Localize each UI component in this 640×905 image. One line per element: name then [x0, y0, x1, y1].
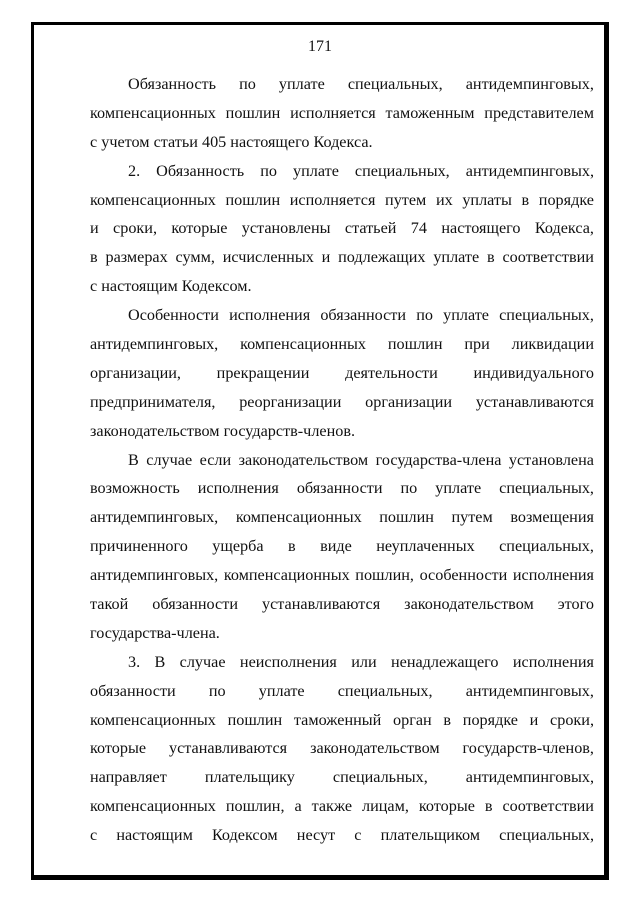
word: и [529, 710, 539, 729]
word: антидемпинговых, [90, 335, 219, 354]
word: компенсационных [223, 566, 350, 585]
word: по [208, 681, 226, 700]
word: антидемпинговых, [465, 75, 594, 93]
page-number: 171 [308, 38, 332, 55]
text-line [90, 359, 594, 388]
word: ущерба [212, 537, 264, 556]
word: уплате [258, 681, 305, 700]
word: исполнения [197, 479, 279, 498]
word: особенности [419, 566, 508, 585]
word: по [416, 306, 433, 325]
text-line [90, 301, 594, 330]
word: ликвидации [511, 335, 594, 354]
text-line [90, 821, 594, 850]
text-line [90, 99, 594, 128]
text-line [90, 186, 594, 215]
text-line [90, 474, 594, 503]
word: возможность [90, 479, 180, 498]
text-line [90, 561, 594, 590]
word: которые [171, 219, 228, 238]
text-line: законодательством государств-членов. [90, 421, 356, 440]
word: В [128, 450, 139, 469]
word: соответствии [502, 797, 594, 816]
word: неуплаченных [376, 537, 475, 556]
word: реорганизации [239, 392, 342, 411]
word: или [351, 652, 377, 671]
word: обязанности [152, 595, 238, 614]
text-line [90, 243, 594, 272]
word: деятельности [345, 363, 438, 382]
word: исполнения [229, 306, 311, 325]
word: случае [146, 450, 193, 469]
word: пошлин, [355, 566, 414, 585]
word: путем [451, 508, 493, 527]
word: Кодекса, [534, 219, 594, 238]
word: Обязанность [156, 161, 245, 180]
word: в [521, 190, 530, 209]
text-line: с учетом статьи 405 настоящего Кодекса. [90, 132, 373, 151]
word: Обязанность [128, 75, 217, 93]
word: компенсационных [235, 508, 362, 527]
text-line [90, 734, 594, 763]
word: настоящим [116, 826, 193, 845]
word: размерах [105, 248, 168, 267]
word: порядке [538, 190, 594, 209]
word: с [354, 826, 362, 845]
word: несут [296, 826, 336, 845]
word: соответствии [502, 248, 594, 267]
word: которые [90, 739, 147, 758]
text-line [90, 330, 594, 359]
word: пошлин [387, 335, 443, 354]
word: путем [385, 190, 427, 209]
word: пошлин [225, 190, 281, 209]
word: обязанности [320, 306, 407, 325]
word: лицам, [362, 797, 409, 816]
text-line [90, 532, 594, 561]
word: государств-членов, [462, 739, 594, 758]
word: орган [393, 710, 432, 729]
text-line [90, 446, 594, 475]
word: исполняется [290, 103, 376, 122]
text-line [90, 677, 594, 706]
text-line: с настоящим Кодексом. [90, 277, 252, 296]
word: пошлин, [225, 797, 285, 816]
word: предпринимателя, [90, 392, 216, 411]
word: антидемпинговых, [90, 566, 219, 585]
word: сумм, [175, 248, 215, 267]
word: устанавливаются [262, 595, 381, 614]
word: случае [179, 652, 226, 671]
word: специальных, [499, 826, 594, 845]
word: исполняется [289, 190, 376, 209]
word: устанавливаются [168, 739, 288, 758]
word: специальных, [499, 537, 594, 556]
word: этого [557, 595, 594, 614]
word: пошлин [227, 710, 283, 729]
word: такой [90, 595, 129, 614]
word: уплате [433, 248, 480, 267]
word: 74 [410, 219, 427, 238]
word: установлена [508, 450, 594, 469]
word: по [400, 479, 418, 498]
word: причиненного [90, 537, 188, 556]
word: порядке [462, 710, 518, 729]
word: компенсационных [90, 190, 216, 209]
word: специальных, [347, 75, 443, 93]
word: антидемпинговых, [465, 161, 594, 180]
word: при [464, 335, 490, 354]
word: возмещения [510, 508, 594, 527]
word: сроки, [113, 219, 157, 238]
word: уплате [293, 161, 339, 180]
word: устанавливаются [475, 392, 594, 411]
word: специальных, [354, 161, 450, 180]
word: а [294, 797, 302, 816]
word: специальных, [332, 768, 428, 787]
word: компенсационных [90, 103, 216, 122]
word: антидемпинговых, [90, 508, 219, 527]
word: организации, [90, 363, 181, 382]
word: государства-члена [375, 450, 502, 469]
word: законодательством [310, 739, 440, 758]
word: по [260, 161, 277, 180]
word: установлены [241, 219, 331, 238]
word: по [239, 75, 256, 93]
word: и [321, 248, 331, 267]
word: и [90, 219, 99, 238]
word: направляет [90, 768, 167, 787]
word: специальных, [337, 681, 433, 700]
word: антидемпинговых, [465, 681, 594, 700]
document-body [90, 70, 594, 850]
text-line [90, 792, 594, 821]
word: обязанности [296, 479, 383, 498]
word: Кодексом [211, 826, 278, 845]
word: сроки, [550, 710, 594, 729]
word: представителем [484, 103, 594, 122]
text-line [90, 157, 594, 186]
word: Особенности [128, 306, 219, 325]
word: в [484, 797, 493, 816]
word: организации [365, 392, 453, 411]
word: в [287, 537, 296, 556]
word: их [435, 190, 453, 209]
word: специальных, [499, 306, 594, 325]
word: уплате [278, 75, 325, 93]
word: которые [418, 797, 475, 816]
word: в [443, 710, 452, 729]
text-line: государства-члена. [90, 623, 220, 642]
word: виде [320, 537, 352, 556]
text-line [90, 503, 594, 532]
word: уплате [435, 479, 482, 498]
text-line [90, 590, 594, 619]
word: таможенный [293, 710, 382, 729]
word: уплаты [462, 190, 512, 209]
word: с [90, 826, 98, 845]
word: пошлин [379, 508, 434, 527]
word: индивидуального [473, 363, 594, 382]
word: также [311, 797, 353, 816]
word: специальных, [499, 479, 594, 498]
word: плательщиком [380, 826, 481, 845]
word: в [90, 248, 98, 267]
word: 3. [128, 652, 141, 671]
word: компенсационных [90, 797, 216, 816]
word: компенсационных [240, 335, 366, 354]
word: настоящего [441, 219, 521, 238]
word: обязанности [90, 681, 176, 700]
word: пошлин [225, 103, 281, 122]
word: если [199, 450, 232, 469]
word: исчисленных [222, 248, 314, 267]
word: прекращении [216, 363, 310, 382]
word: законодательством [404, 595, 534, 614]
word: неисполнения [239, 652, 337, 671]
text-line [90, 763, 594, 792]
word: 2. [128, 161, 141, 180]
word: плательщику [204, 768, 295, 787]
word: статьей [344, 219, 397, 238]
word: компенсационных [90, 710, 216, 729]
word: в [486, 248, 495, 267]
word: таможенным [385, 103, 475, 122]
text-line [90, 214, 594, 243]
text-line [90, 70, 594, 99]
word: антидемпинговых, [465, 768, 594, 787]
text-line [90, 388, 594, 417]
word: В [154, 652, 166, 671]
word: исполнения [512, 652, 594, 671]
word: законодательством [238, 450, 369, 469]
word: исполнения [512, 566, 594, 585]
word: подлежащих [338, 248, 426, 267]
word: ненадлежащего [390, 652, 499, 671]
text-line [90, 648, 594, 677]
text-line [90, 706, 594, 735]
word: уплате [443, 306, 489, 325]
